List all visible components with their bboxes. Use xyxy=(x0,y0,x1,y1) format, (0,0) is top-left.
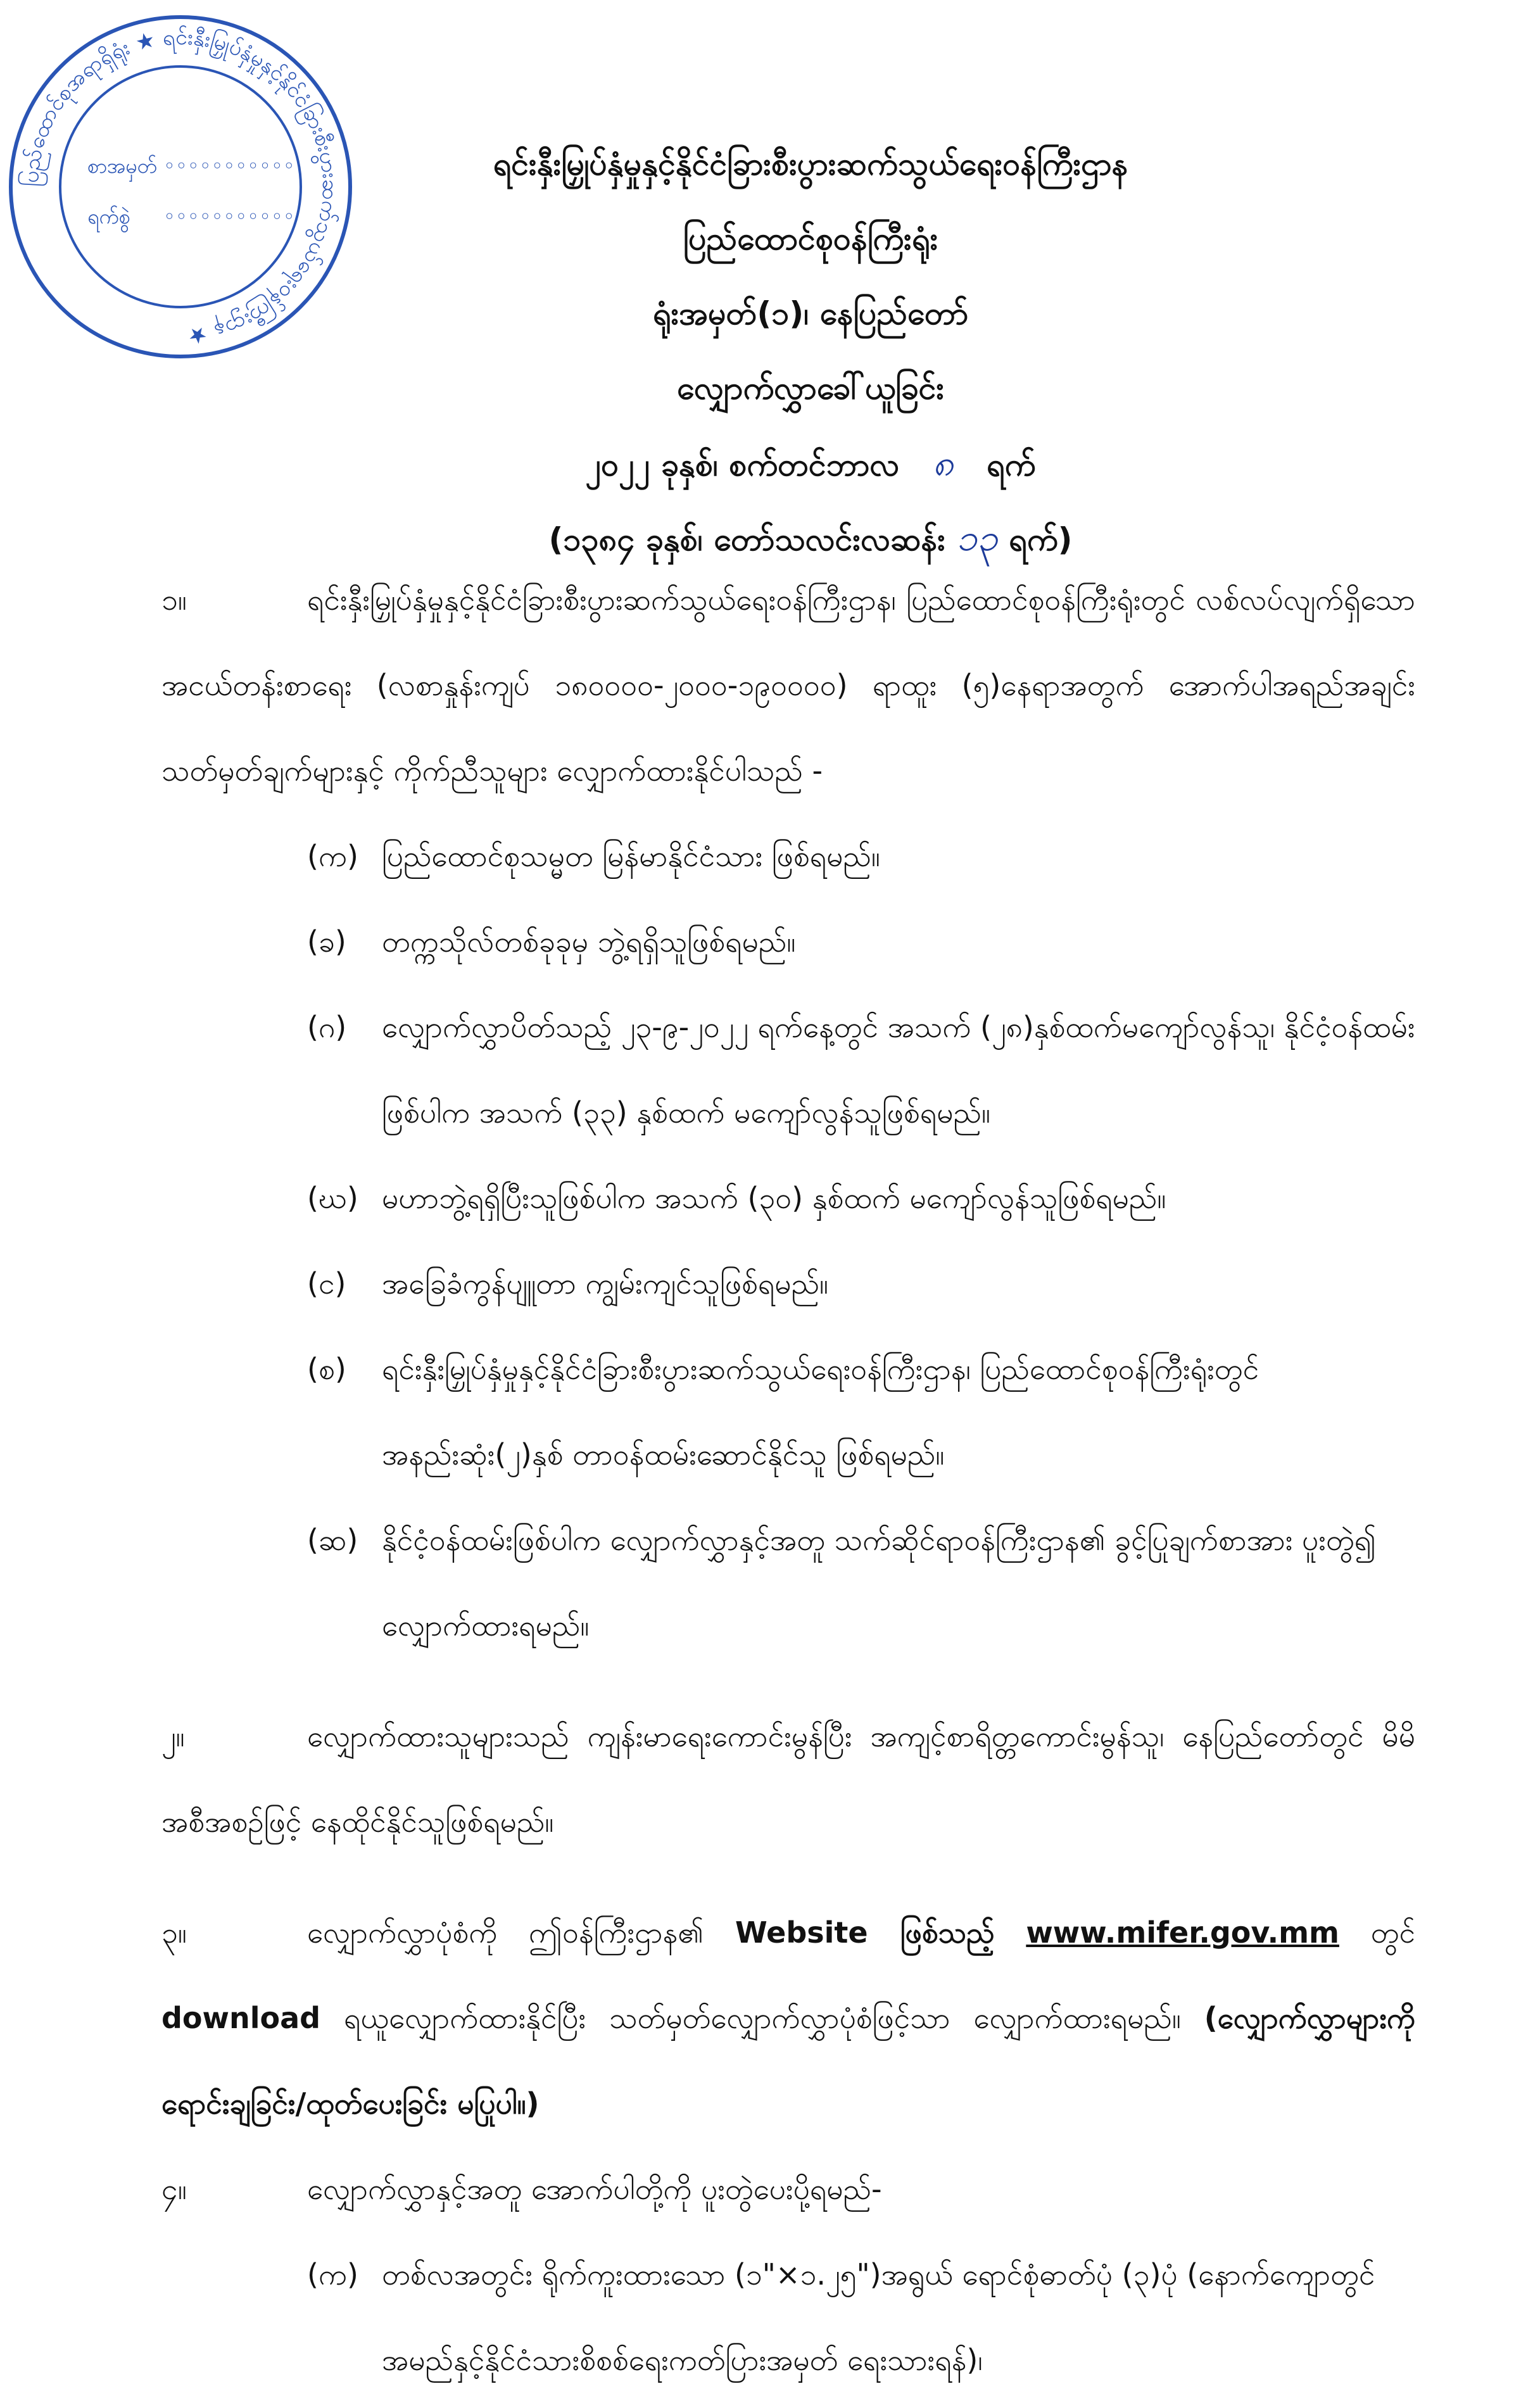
sale-notice: (လျှောက်လွှာများကို ရောင်းချခြင်း/ထုတ်ပေးခြင်း မပြုပါ။) xyxy=(161,2001,1416,2121)
item-text: ပြည်ထောင်စုသမ္မတ မြန်မာနိုင်ငံသား ဖြစ်ရမည်။ xyxy=(382,839,880,873)
paragraph-4 xyxy=(161,2147,1415,2232)
paragraph-3 xyxy=(161,1890,1415,2147)
svg-text:◦◦◦◦◦◦◦◦◦◦◦: ◦◦◦◦◦◦◦◦◦◦◦ xyxy=(163,154,295,178)
svg-text:ရက်စွဲ: ရက်စွဲ xyxy=(87,205,130,229)
website-label: Website ဖြစ်သည့် xyxy=(735,1915,995,1950)
text-segment: တွင် xyxy=(1370,1915,1416,1950)
list-item xyxy=(307,814,1415,899)
item-letter: (င) xyxy=(307,1266,346,1301)
ministry-name: ရင်းနှီးမြှုပ်နှံမှုနှင့်နိုင်ငံခြားစီးပွားဆက်သွယ်ရေးဝန်ကြီးဌာန xyxy=(493,146,1128,182)
text-segment: ရယူလျှောက်ထားနိုင်ပြီး သတ်မှတ်လျှောက်လွှာပုံစံဖြင့်သာ လျှောက်ထားရမည်။ xyxy=(344,2001,1181,2035)
paragraph-text: လျှောက်လွှာနှင့်အတူ အောက်ပါတို့ကို ပူးတွဲပေးပို့ရမည်- xyxy=(307,2172,882,2206)
item-text: နိုင်ငံ့ဝန်ထမ်းဖြစ်ပါက လျှောက်လွှာနှင့်အတူ သက်ဆိုင်ရာဝန်ကြီးဌာန၏ ခွင့်ပြုချက်စာအား ပူးတွဲ၍ လျှောက်ထားရမည်။ xyxy=(382,1523,1377,1643)
paragraph-number: ၁။ xyxy=(161,583,187,617)
document-title: လျှောက်လွှာခေါ်ယူခြင်း xyxy=(676,370,945,407)
qualification-list xyxy=(307,814,1415,1668)
item-text: မဟာဘွဲ့ရရှိပြီးသူဖြစ်ပါက အသက် (၃၀) နှစ်ထက် မကျော်လွန်သူဖြစ်ရမည်။ xyxy=(382,1181,1166,1215)
text-segment: လျှောက်လွှာပုံစံကို ဤဝန်ကြီးဌာန၏ xyxy=(307,1915,704,1950)
list-item xyxy=(307,2232,1415,2403)
document-header xyxy=(355,127,1266,575)
handwritten-myanmar-day: ၁၃ xyxy=(956,516,998,559)
list-item xyxy=(307,985,1415,1156)
list-item xyxy=(307,1498,1415,1668)
office-name: ပြည်ထောင်စုဝန်ကြီးရုံး xyxy=(683,220,938,257)
list-item xyxy=(307,1241,1415,1327)
website-link[interactable]: www.mifer.gov.mm xyxy=(1026,1915,1339,1950)
item-text: တစ်လအတွင်း ရိုက်ကူးထားသော (၁"×၁.၂၅")အရွယ် ရောင်စုံဓာတ်ပုံ (၃)ပုံ (နောက်ကျောတွင် အမည်နှင့်နိုင်ငံသားစိစစ်ရေးကတ်ပြားအမှတ် ရေးသားရန်)၊ xyxy=(382,2257,1375,2377)
document-body xyxy=(161,557,1415,2403)
paragraph-1 xyxy=(161,557,1415,814)
item-text: တက္ကသိုလ်တစ်ခုခုမှ ဘွဲ့ရရှိသူဖြစ်ရမည်။ xyxy=(382,924,796,959)
item-letter: (ဃ) xyxy=(307,1181,358,1215)
svg-text:စာအမှတ်: စာအမှတ် xyxy=(87,154,157,178)
svg-text:ပြည်ထောင်စုအရာရှိရုံး ★ ရင်းနှ: ပြည်ထောင်စုအရာရှိရုံး ★ ရင်းနှီးမြှုပ်နှံမှုနှင့်နိုင်ငံခြားစီးပွားဆက်သွယ်ရေးဝန်ကြီးဌာန ★ xyxy=(18,24,343,350)
item-letter: (ဆ) xyxy=(307,1523,358,1557)
item-letter: (ဂ) xyxy=(307,1010,347,1044)
paragraph-number: ၂။ xyxy=(161,1719,185,1753)
list-item xyxy=(307,1156,1415,1241)
paragraph-number: ၄။ xyxy=(161,2172,187,2206)
item-letter: (က) xyxy=(307,2257,358,2292)
paragraph-2 xyxy=(161,1694,1415,1865)
paragraph-text: လျှောက်ထားသူများသည် ကျန်းမာရေးကောင်းမွန်ပြီး အကျင့်စာရိတ္တကောင်းမွန်သူ၊ နေပြည်တော်တွင် မိမိအစီအစဉ်ဖြင့် နေထိုင်နိုင်သူဖြစ်ရမည်။ xyxy=(161,1719,1415,1839)
handwritten-day: ၈ xyxy=(932,441,954,484)
document-date xyxy=(355,426,1266,500)
myanmar-date-prefix: (၁၃၈၄ ခုနှစ်၊ တော်သလင်းလဆန်း xyxy=(548,521,945,558)
paragraph-text: ရင်းနှီးမြှုပ်နှံမှုနှင့်နိုင်ငံခြားစီးပွားဆက်သွယ်ရေးဝန်ကြီးဌာန၊ ပြည်ထောင်စုဝန်ကြီးရုံးတွင် လစ်လပ်လျက်ရှိသော အငယ်တန်းစာရေး (လစာနှုန်းကျပ် ၁၈၀၀၀၀-၂၀၀၀-၁၉၀၀၀၀) ရာထူး (၅)နေရာအတွက် အောက်ပါအရည်အချင်း သတ်မှတ်ချက်များနှင့် ကိုက်ညီသူများ လျှောက်ထားနိုင်ပါသည် - xyxy=(161,583,1415,788)
item-letter: (စ) xyxy=(307,1352,346,1386)
svg-text:◦◦◦◦◦◦◦◦◦◦◦: ◦◦◦◦◦◦◦◦◦◦◦ xyxy=(163,205,295,229)
item-letter: (ခ) xyxy=(307,924,346,959)
office-address: ရုံးအမှတ်(၁)၊ နေပြည်တော် xyxy=(652,295,969,332)
official-seal xyxy=(5,11,357,363)
item-text: လျှောက်လွှာပိတ်သည့် ၂၃-၉-၂၀၂၂ ရက်နေ့တွင် အသက် (၂၈)နှစ်ထက်မကျော်လွန်သူ၊ နိုင်ငံ့ဝန်ထမ်းဖြစ်ပါက အသက် (၃၃) နှစ်ထက် မကျော်လွန်သူဖြစ်ရမည်။ xyxy=(382,1010,1415,1130)
paragraph-text xyxy=(161,1890,1415,2147)
list-item xyxy=(307,1327,1415,1498)
list-item xyxy=(307,899,1415,985)
date-prefix: ၂၀၂၂ ခုနှစ်၊ စက်တင်ဘာလ xyxy=(585,446,900,483)
date-suffix: ရက် xyxy=(986,446,1036,483)
item-letter: (က) xyxy=(307,839,358,873)
paragraph-number: ၃။ xyxy=(161,1915,187,1950)
item-text: အခြေခံကွန်ပျူတာ ကျွမ်းကျင်သူဖြစ်ရမည်။ xyxy=(382,1266,828,1301)
myanmar-date-suffix: ရက်) xyxy=(1009,521,1073,558)
download-label: download xyxy=(161,2001,321,2035)
attachment-list xyxy=(307,2232,1415,2403)
item-text: ရင်းနှီးမြှုပ်နှံမှုနှင့်နိုင်ငံခြားစီးပွားဆက်သွယ်ရေးဝန်ကြီးဌာန၊ ပြည်ထောင်စုဝန်ကြီးရုံးတွင် အနည်းဆုံး(၂)နှစ် တာဝန်ထမ်းဆောင်နိုင်သူ ဖြစ်ရမည်။ xyxy=(382,1352,1259,1472)
